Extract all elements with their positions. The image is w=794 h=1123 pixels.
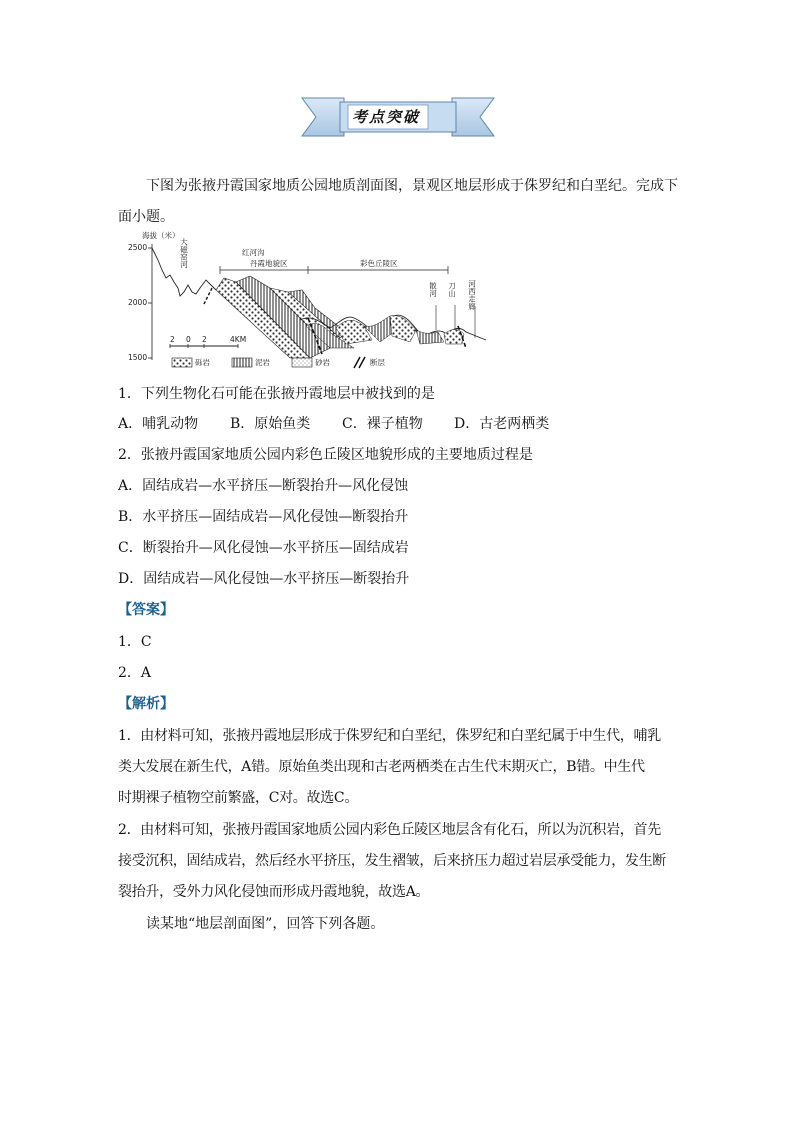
q2-option-a: A．固结成岩—水平挤压—断裂抬升—风化侵蚀 [118,478,409,494]
analysis-1-line-1: 1．由材料可知，张掖丹霞地层形成于侏罗纪和白垩纪，侏罗纪和白垩纪属于中生代，哺乳 [118,728,661,744]
next-question-intro: 读某地“地层剖面图”，回答下列各题。 [146,916,385,932]
scale-label-4km: 4KM [230,335,247,344]
legend-fault-label: 断层 [370,358,385,367]
intro-line-2: 面小题。 [118,209,174,225]
y-tick-2500: 2500 [128,243,148,252]
scale-label-0: 0 [186,335,191,344]
place-daoshan-label: 刀山 [447,282,457,297]
q2-option-d: D．固结成岩—风化侵蚀—水平挤压—断裂抬升 [118,571,410,587]
analysis-2-line-2: 接受沉积，固结成岩，然后经水平挤压，发生褶皱，后来挤压力超过岩层承受能力，发生断 [118,853,666,869]
y-tick-1500: 1500 [128,353,148,362]
place-honghe-label: 红河沟 [242,248,265,257]
analysis-1-line-3: 时期裸子植物空前繁盛，C对。故选C。 [118,790,359,806]
answer-1: 1．C [118,634,152,650]
legend-mudstone-label: 泥岩 [255,358,270,367]
analysis-heading: 【解析】 [118,696,174,712]
place-dadu-label: 大磁窑河 [179,238,189,268]
question-2-stem: 2．张掖丹霞国家地质公园内彩色丘陵区地貌形成的主要地质过程是 [118,447,533,463]
legend-conglomerate-label: 砾岩 [195,358,210,367]
region-caise-label: 彩色丘陵区 [360,259,398,268]
analysis-1-line-2: 类大发展在新生代，A错。原始鱼类出现和古老两栖类在古生代末期灭亡，B错。中生代 [118,759,645,775]
answer-heading: 【答案】 [118,602,174,618]
legend-sandstone-swatch [292,358,312,367]
q2-option-c: C．断裂抬升—风化侵蚀—水平挤压—固结成岩 [118,540,409,556]
answer-2: 2．A [118,665,152,681]
q1-option-c: C．裸子植物 [342,416,423,432]
y-tick-2000: 2000 [128,298,148,307]
q1-option-a: A．哺乳动物 [118,416,199,432]
scale-label-2a: 2 [170,335,175,344]
place-sanhe-label: 散河 [428,282,438,297]
question-1-stem: 1．下列生物化石可能在张掖丹霞地层中被找到的是 [118,386,435,402]
analysis-2-line-3: 裂抬升，受外力风化侵蚀而形成丹霞地貌，故选A。 [118,884,430,900]
intro-line-1: 下图为张掖丹霞国家地质公园地质剖面图，景观区地层形成于侏罗纪和白垩纪。完成下 [146,178,678,194]
q1-option-b: B．原始鱼类 [230,416,311,432]
place-hexi-label: 河西走廊 [467,280,477,310]
legend-conglomerate-swatch [172,358,192,367]
scale-label-2b: 2 [202,335,207,344]
axis-title: 海拔（米） [142,231,180,240]
legend-mudstone-swatch [232,358,252,367]
q1-option-d: D．古老两栖类 [454,416,550,432]
analysis-2-line-1: 2．由材料可知，张掖丹霞国家地质公园内彩色丘陵区地层含有化石，所以为沉积岩，首先 [118,822,661,838]
geologic-section-diagram [128,230,492,370]
banner-title: 考点突破 [351,108,420,126]
region-danxia-label: 丹霞地貌区 [250,259,288,268]
legend-sandstone-label: 砂岩 [315,358,330,367]
q2-option-b: B．水平挤压—固结成岩—风化侵蚀—断裂抬升 [118,509,409,525]
